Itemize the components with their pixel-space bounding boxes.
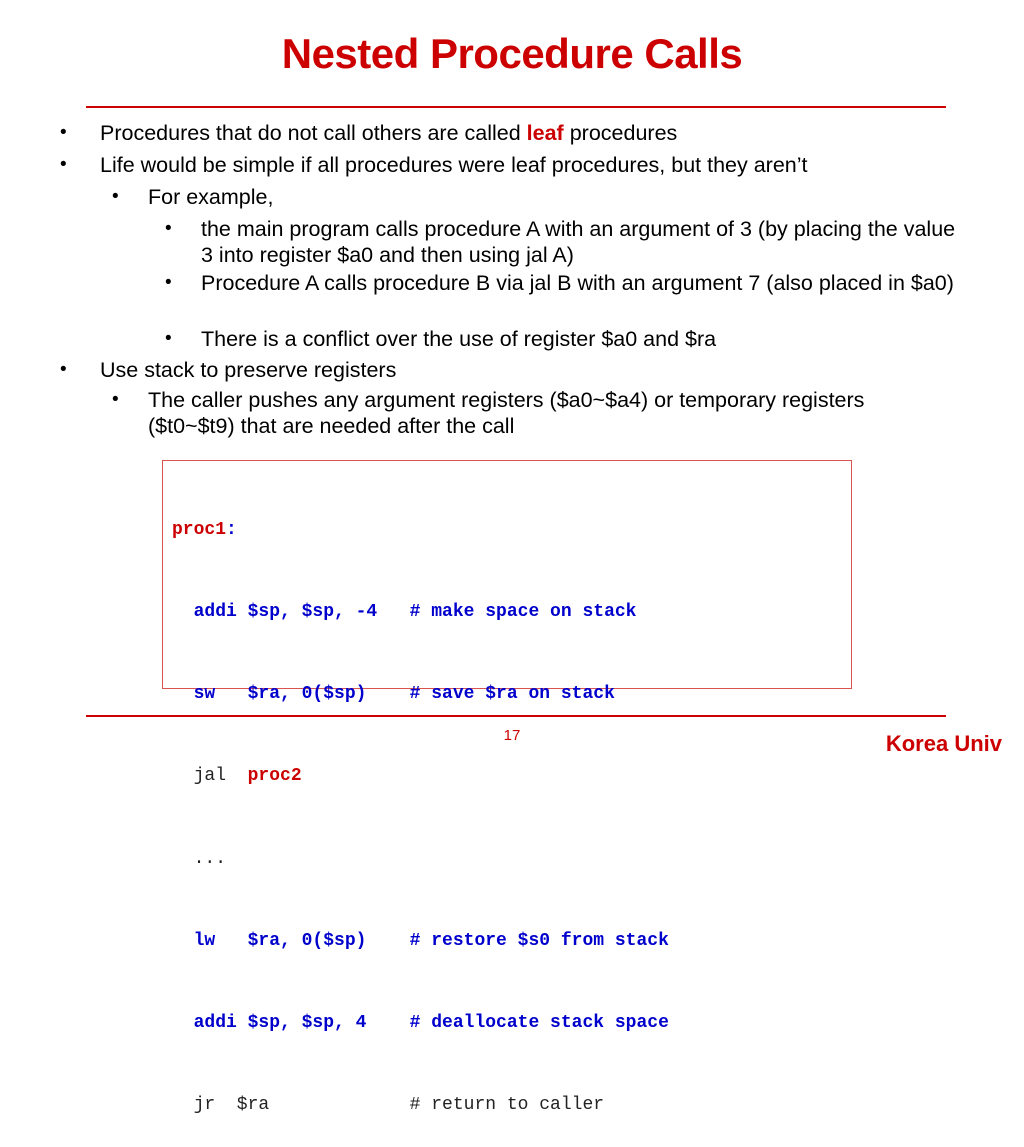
jal-target: proc2 — [247, 766, 302, 787]
page-number: 17 — [503, 727, 521, 744]
bullet-dot: • — [112, 186, 119, 207]
bullet-dot: • — [165, 272, 172, 293]
slide-title: Nested Procedure Calls — [281, 30, 743, 77]
bullet-dot: • — [60, 154, 67, 175]
top-divider — [86, 106, 946, 108]
bullet-item — [0, 120, 960, 146]
sub-sub-bullet-item — [0, 216, 961, 268]
bullet-text: Life would be simple if all procedures were leaf procedures, but they aren’t — [100, 153, 808, 177]
code-line: jr $ra # return to caller — [172, 1095, 605, 1116]
sub-bullet-item — [0, 387, 918, 439]
code-line: ... — [172, 848, 227, 869]
sub-bullet-item — [0, 184, 918, 210]
code-colon: : — [226, 519, 237, 540]
jal-instruction: jal — [172, 766, 248, 787]
bullet-item — [0, 357, 960, 383]
sub-sub-bullet-item — [0, 270, 961, 296]
bullet-text: Procedure A calls procedure B via jal B with an argument 7 (also placed in $a0) — [201, 271, 954, 295]
bullet-dot: • — [60, 122, 67, 143]
bullet-text: Procedures that do not call others are called leaf procedures — [100, 121, 678, 145]
sub-sub-bullet-item — [0, 326, 961, 352]
code-line: addi $sp, $sp, 4 # deallocate stack space — [172, 1013, 669, 1034]
code-line: sw $ra, 0($sp) # save $ra on stack — [172, 684, 615, 705]
bullet-text: the main program calls procedure A with an argument of 3 (by placing the value 3 into register $a0 and then using jal A) — [201, 217, 956, 267]
code-label: proc1 — [172, 519, 227, 540]
bullet-text: The caller pushes any argument registers ($a0~$a4) or temporary registers ($t0~$t9) that are needed after the call — [148, 388, 865, 438]
bullet-text: There is a conflict over the use of register $a0 and $ra — [201, 327, 717, 351]
bullet-dot: • — [165, 328, 172, 349]
code-line-label — [172, 517, 669, 544]
bullet-text: For example, — [148, 185, 274, 209]
bottom-divider — [86, 715, 946, 717]
bullet-dot: • — [112, 389, 119, 410]
bullet-dot: • — [165, 218, 172, 239]
code-line: lw $ra, 0($sp) # restore $s0 from stack — [172, 930, 669, 951]
bullet-text: Use stack to preserve registers — [100, 358, 397, 382]
code-line: addi $sp, $sp, -4 # make space on stack — [172, 602, 637, 623]
code-block — [172, 462, 669, 1147]
footer-brand: Korea Univ — [885, 731, 1002, 756]
bullet-dot: • — [60, 359, 67, 380]
leaf-keyword: leaf — [526, 121, 564, 145]
bullet-item — [0, 152, 960, 178]
